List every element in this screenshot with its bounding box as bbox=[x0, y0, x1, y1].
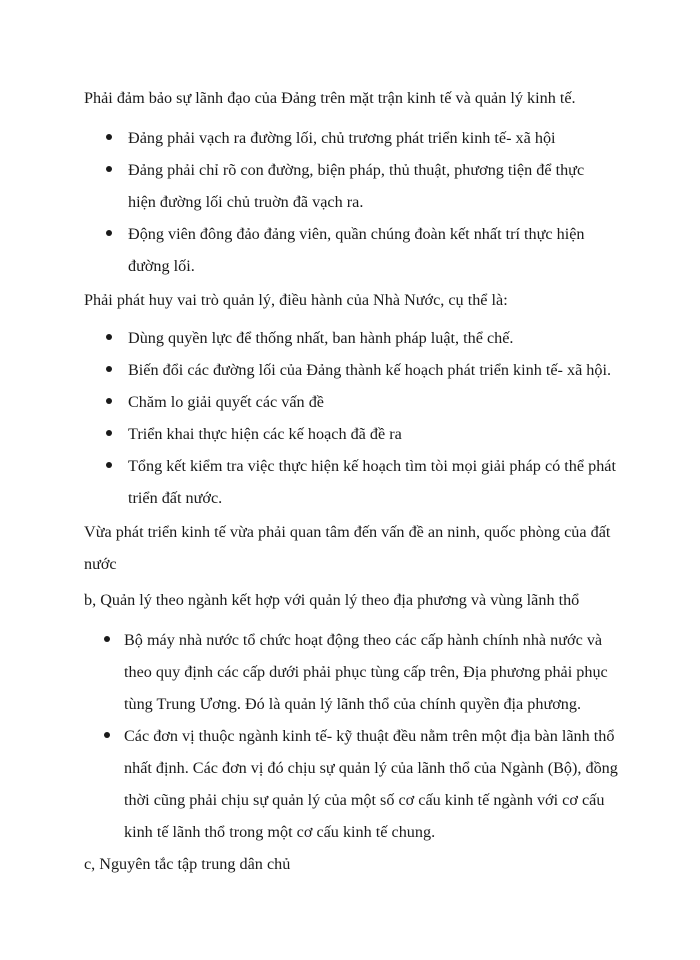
bullet-icon bbox=[106, 334, 112, 340]
bullet-list-party-tasks bbox=[0, 122, 700, 282]
list-item bbox=[0, 624, 700, 720]
list-item bbox=[0, 154, 700, 218]
list-item bbox=[0, 418, 700, 450]
list-item bbox=[0, 354, 700, 386]
list-item-text: Đảng phải chỉ rõ con đường, biện pháp, thủ thuật, phương tiện để thực hiện đường lối chủ truờn đã vạch ra. bbox=[128, 161, 585, 211]
list-item bbox=[0, 218, 700, 282]
bullet-icon bbox=[104, 732, 110, 738]
list-item bbox=[0, 122, 700, 154]
list-item-text: Tổng kết kiểm tra việc thực hiện kế hoạch tìm tòi mọi giải pháp có thể phát triển đất nước. bbox=[128, 457, 616, 507]
section-heading-b: b, Quản lý theo ngành kết hợp với quản lý theo địa phương và vùng lãnh thổ bbox=[84, 591, 580, 609]
list-item bbox=[0, 450, 700, 514]
list-item bbox=[0, 322, 700, 354]
list-item-text: Chăm lo giải quyết các vấn đề bbox=[128, 393, 324, 411]
list-item-text: Động viên đông đảo đảng viên, quần chúng đoàn kết nhất trí thực hiện đường lối. bbox=[128, 225, 585, 275]
bullet-list-territorial bbox=[0, 624, 700, 848]
bullet-icon bbox=[106, 230, 112, 236]
list-item-text: Biến đổi các đường lối của Đảng thành kế hoạch phát triển kinh tế- xã hội. bbox=[128, 361, 612, 379]
bullet-icon bbox=[106, 366, 112, 372]
list-item-text: Triển khai thực hiện các kế hoạch đã đề ra bbox=[128, 425, 402, 443]
list-item-text: Dùng quyền lực để thống nhất, ban hành pháp luật, thể chế. bbox=[128, 329, 514, 347]
paragraph-state-management: Phải phát huy vai trò quản lý, điều hành của Nhà Nước, cụ thể là: bbox=[84, 291, 508, 309]
bullet-icon bbox=[106, 462, 112, 468]
paragraph-party-leadership: Phải đảm bảo sự lãnh đạo của Đảng trên mặt trận kinh tế và quản lý kinh tế. bbox=[84, 89, 576, 107]
bullet-icon bbox=[104, 636, 110, 642]
bullet-icon bbox=[106, 166, 112, 172]
list-item-text: Bộ máy nhà nước tổ chức hoạt động theo các cấp hành chính nhà nước và theo quy định các cấp dưới phải phục tùng cấp trên, Địa phương phải phục tùng Trung Ương. Đó là quản lý lãnh thổ của chính quyền địa phương. bbox=[124, 631, 608, 713]
bullet-list-state-tasks bbox=[0, 322, 700, 514]
bullet-icon bbox=[106, 398, 112, 404]
list-item-text: Đảng phải vạch ra đường lối, chủ trương phát triển kinh tế- xã hội bbox=[128, 129, 556, 147]
list-item bbox=[0, 386, 700, 418]
list-item bbox=[0, 720, 700, 848]
paragraph-security-defense: Vừa phát triển kinh tế vừa phải quan tâm đến vấn đề an ninh, quốc phòng của đất nước bbox=[84, 523, 611, 573]
bullet-icon bbox=[106, 134, 112, 140]
list-item-text: Các đơn vị thuộc ngành kinh tế- kỹ thuật đều nằm trên một địa bàn lãnh thổ nhất định. Các đơn vị đó chịu sự quản lý của lãnh thổ của Ngành (Bộ), đồng thời cũng phải chịu sự quản lý của một số cơ cấu kinh tế ngành với cơ cấu kinh tế lãnh thổ trong một cơ cấu kinh tế chung. bbox=[124, 727, 618, 841]
section-heading-c: c, Nguyên tắc tập trung dân chủ bbox=[84, 855, 291, 873]
bullet-icon bbox=[106, 430, 112, 436]
